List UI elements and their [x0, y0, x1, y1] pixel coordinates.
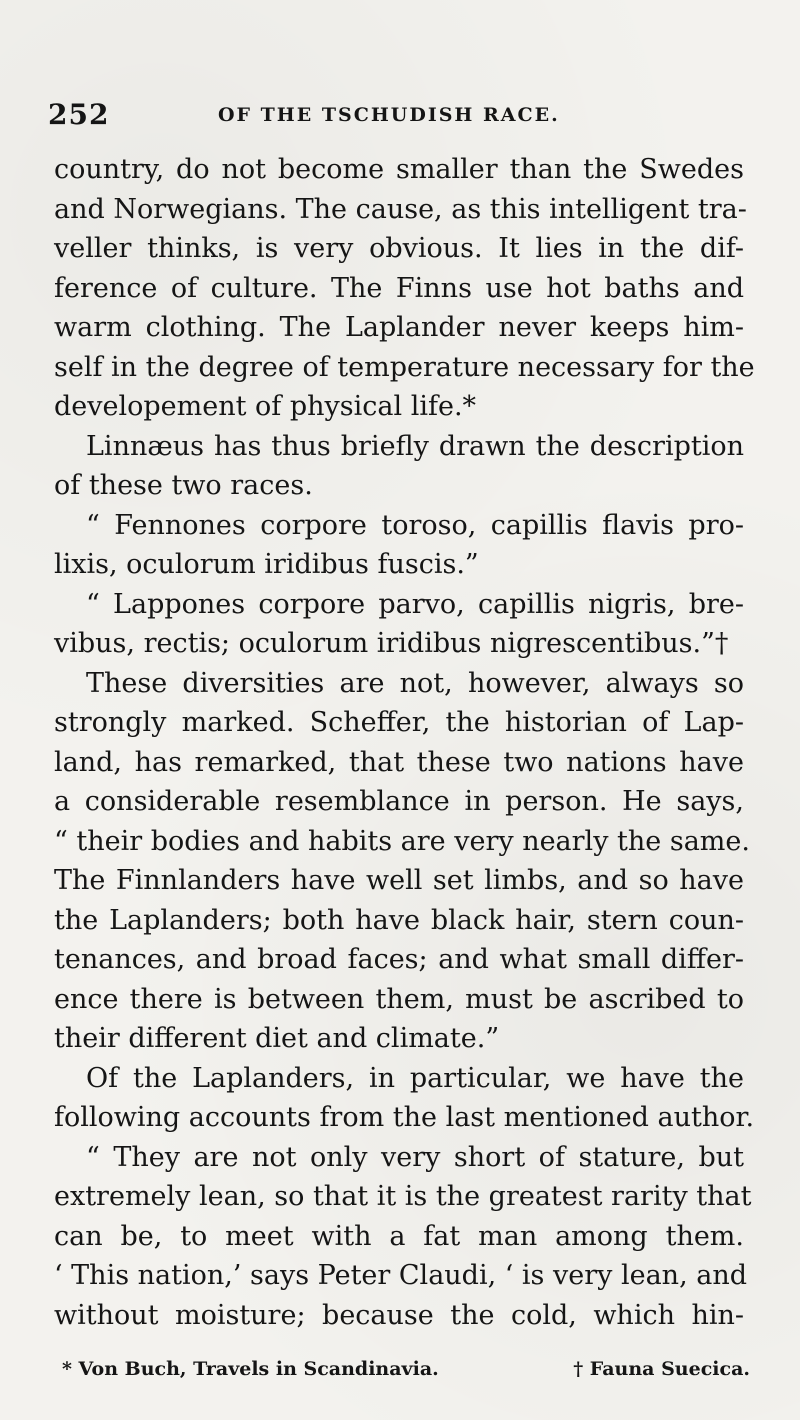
text-line: The Finnlanders have well set limbs, and so have: [54, 865, 744, 896]
text-line: developement of physical life.*: [54, 391, 477, 422]
text-line: Of the Laplanders, in particular, we have the: [86, 1062, 744, 1094]
text-line: ence there is between them, must be ascribed to: [54, 983, 744, 1015]
footnotes: [54, 1358, 750, 1388]
text-line: “ their bodies and habits are very nearly the same.: [54, 825, 750, 857]
text-line: lixis, oculorum iridibus fuscis.”: [54, 549, 479, 580]
text-line: extremely lean, so that it is the greatest rarity that: [54, 1181, 752, 1212]
text-line: can be, to meet with a fat man among them.: [54, 1220, 744, 1252]
text-line: without moisture; because the cold, which hin-: [54, 1299, 744, 1331]
text-line: the Laplanders; both have black hair, stern coun-: [54, 904, 744, 936]
text-line: of these two races.: [54, 470, 313, 501]
text-line: country, do not become smaller than the Swedes: [54, 154, 744, 185]
text-line: ference of culture. The Finns use hot baths and: [54, 272, 744, 304]
running-title: OF THE TSCHUDISH RACE.: [218, 104, 560, 126]
text-line: warm clothing. The Laplander never keeps him-: [54, 312, 744, 343]
text-line: a considerable resemblance in person. He says,: [54, 786, 744, 817]
text-line: and Norwegians. The cause, as this intelligent tra-: [54, 193, 747, 225]
text-line: vibus, rectis; oculorum iridibus nigrescentibus.”†: [54, 628, 729, 659]
text-line: ‘ This nation,’ says Peter Claudi, ‘ is very lean, and: [54, 1260, 748, 1291]
footnote-fauna-suecica: † Fauna Suecica.: [573, 1358, 750, 1380]
text-line: “ They are not only very short of stature, but: [86, 1141, 744, 1173]
text-line: “ Lappones corpore parvo, capillis nigris, bre-: [86, 588, 744, 620]
text-line: self in the degree of temperature necessary for the: [54, 351, 755, 383]
text-line: veller thinks, is very obvious. It lies in the dif-: [54, 233, 744, 264]
page-header: [48, 98, 742, 134]
text-line: These diversities are not, however, always so: [86, 667, 744, 699]
page-number: 252: [48, 98, 110, 131]
text-line: Linnæus has thus briefly drawn the description: [86, 430, 744, 462]
text-line: their different diet and climate.”: [54, 1023, 500, 1054]
text-line: land, has remarked, that these two nations have: [54, 746, 744, 778]
footnote-von-buch: * Von Buch, Travels in Scandinavia.: [62, 1358, 439, 1380]
body-text: [54, 150, 755, 1335]
text-line: following accounts from the last mentioned author.: [54, 1102, 755, 1133]
text-line: tenances, and broad faces; and what small differ-: [54, 944, 744, 975]
text-line: “ Fennones corpore toroso, capillis flavis pro-: [86, 509, 744, 541]
text-line: strongly marked. Scheffer, the historian of Lap-: [54, 707, 744, 738]
